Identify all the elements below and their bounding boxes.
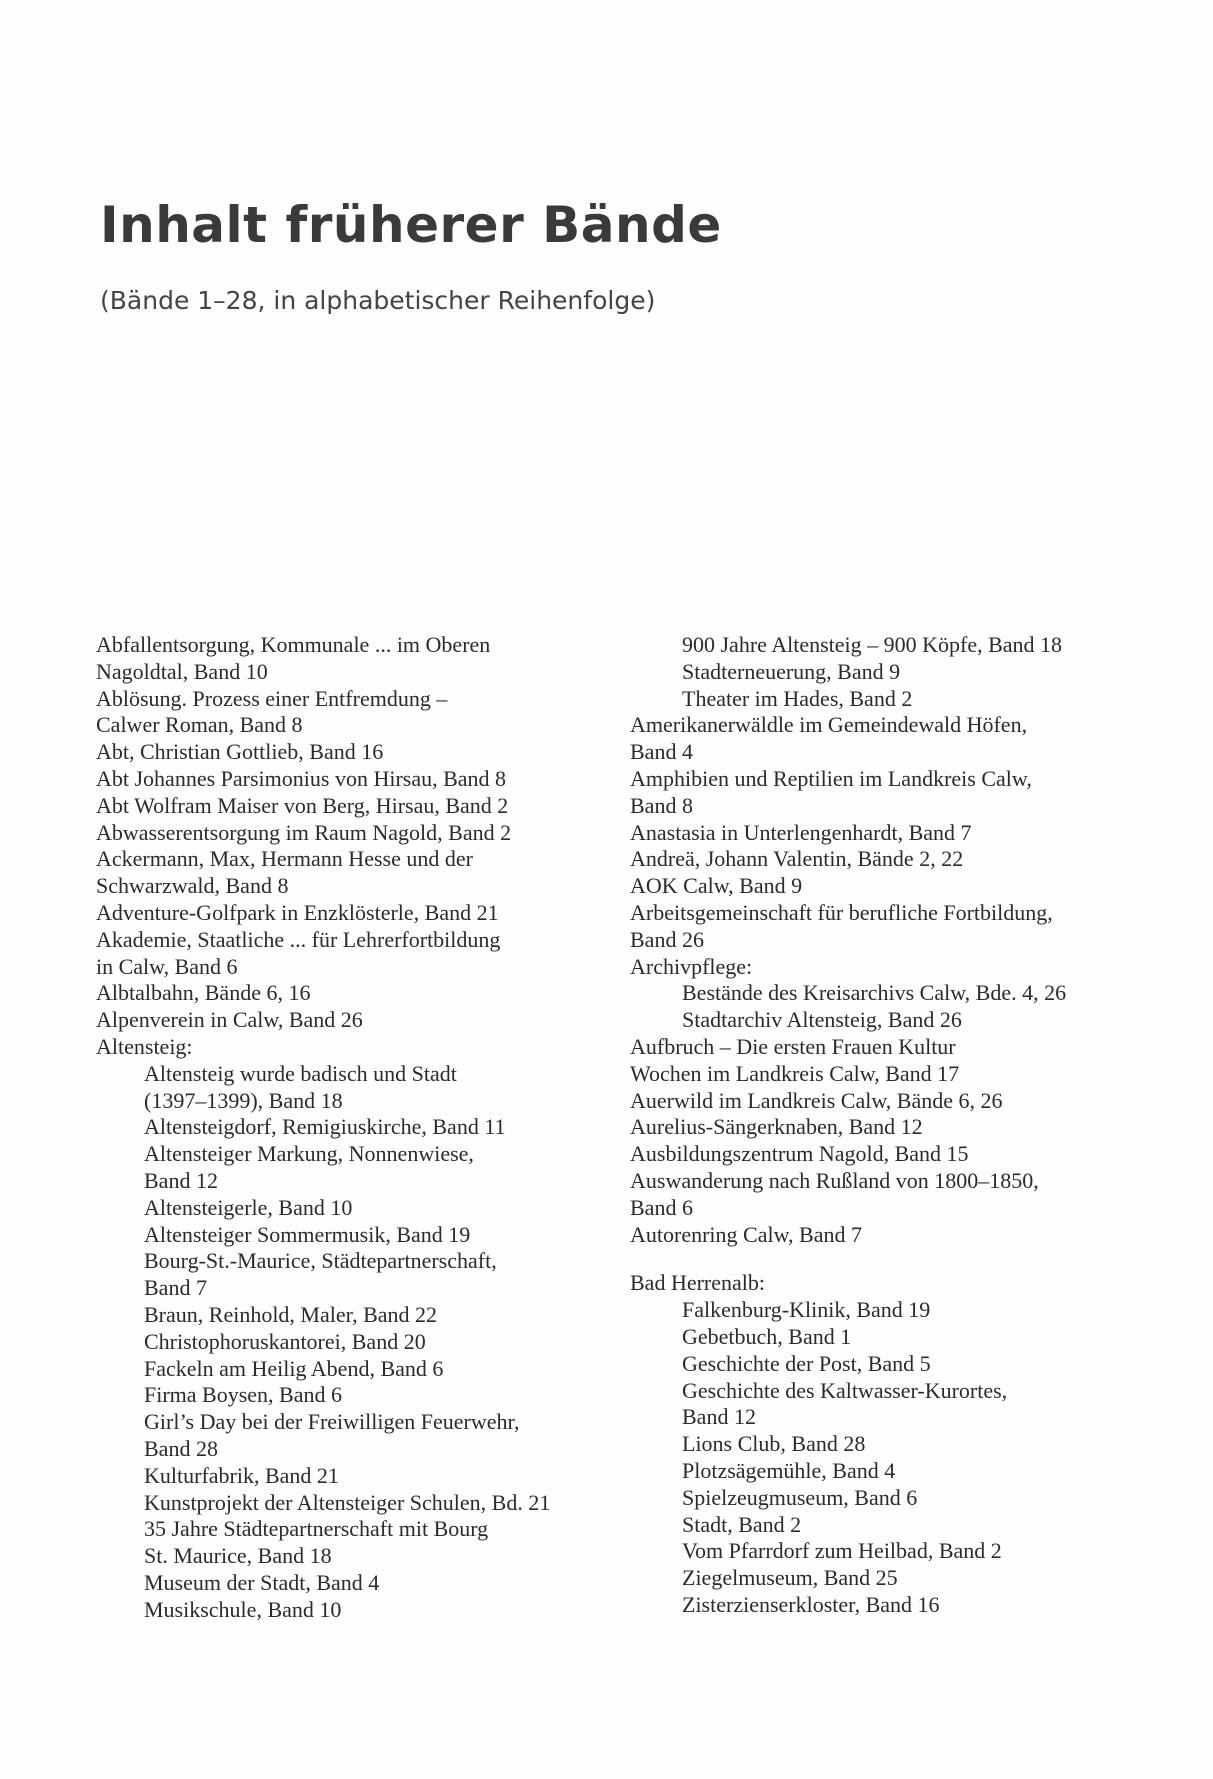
index-subentry: Theater im Hades, Band 2 <box>682 685 913 711</box>
index-subentry: Altensteiger Markung, Nonnenwiese, <box>144 1141 474 1167</box>
index-subentry: Band 7 <box>144 1275 207 1301</box>
index-subentry: Vom Pfarrdorf zum Heilbad, Band 2 <box>682 1538 1002 1564</box>
index-subentry: Altensteiger Sommermusik, Band 19 <box>144 1221 471 1247</box>
index-subentry: Plotzsägemühle, Band 4 <box>682 1457 896 1483</box>
index-subentry: Band 12 <box>144 1167 218 1193</box>
index-subentry: Gebetbuch, Band 1 <box>682 1323 852 1349</box>
index-entry: in Calw, Band 6 <box>96 953 238 979</box>
index-subentry: St. Maurice, Band 18 <box>144 1543 332 1569</box>
index-entry: Alpenverein in Calw, Band 26 <box>96 1007 363 1033</box>
index-entry: Ausbildungszentrum Nagold, Band 15 <box>630 1141 969 1167</box>
index-entry: Band 8 <box>630 792 693 818</box>
index-subentry: Kunstprojekt der Altensteiger Schulen, Bd. 21 <box>144 1489 551 1515</box>
index-subentry: Lions Club, Band 28 <box>682 1431 866 1457</box>
index-entry: Aufbruch – Die ersten Frauen Kultur <box>630 1033 956 1059</box>
index-entry: Auswanderung nach Rußland von 1800–1850, <box>630 1167 1039 1193</box>
index-subentry: Kulturfabrik, Band 21 <box>144 1462 339 1488</box>
index-entry: Adventure-Golfpark in Enzklösterle, Band 21 <box>96 899 499 925</box>
index-entry: Arbeitsgemeinschaft für berufliche Fortbildung, <box>630 899 1053 925</box>
index-entry: Ablösung. Prozess einer Entfremdung – <box>96 685 448 711</box>
index-subentry: Band 28 <box>144 1435 218 1461</box>
index-entry: Nagoldtal, Band 10 <box>96 658 268 684</box>
index-entry: Archivpflege: <box>630 953 753 979</box>
index-entry: Altensteig: <box>96 1033 193 1059</box>
index-entry: Bad Herrenalb: <box>630 1270 765 1296</box>
index-entry: Amphibien und Reptilien im Landkreis Calw, <box>630 765 1032 791</box>
page-title: Inhalt früherer Bände <box>100 196 722 254</box>
index-entry: Andreä, Johann Valentin, Bände 2, 22 <box>630 846 964 872</box>
index-subentry: Stadt, Band 2 <box>682 1511 802 1537</box>
index-subentry: Altensteigdorf, Remigiuskirche, Band 11 <box>144 1114 506 1140</box>
index-subentry: Fackeln am Heilig Abend, Band 6 <box>144 1355 444 1381</box>
index-entry: Anastasia in Unterlengenhardt, Band 7 <box>630 819 972 845</box>
index-subentry: Ziegelmuseum, Band 25 <box>682 1565 898 1591</box>
index-subentry: Altensteig wurde badisch und Stadt <box>144 1060 457 1086</box>
index-entry: Wochen im Landkreis Calw, Band 17 <box>630 1060 960 1086</box>
index-subentry: Stadtarchiv Altensteig, Band 26 <box>682 1007 962 1033</box>
page-subtitle: (Bände 1–28, in alphabetischer Reihenfolge) <box>100 286 656 315</box>
index-entry: Abfallentsorgung, Kommunale ... im Oberen <box>96 632 491 657</box>
index-subentry: Band 12 <box>682 1404 756 1430</box>
index-subentry: Stadterneuerung, Band 9 <box>682 658 901 684</box>
index-subentry: Geschichte des Kaltwasser-Kurortes, <box>682 1377 1008 1403</box>
index-subentry: Museum der Stadt, Band 4 <box>144 1569 380 1595</box>
index-subentry: Firma Boysen, Band 6 <box>144 1382 342 1408</box>
index-subentry: Bourg-St.-Maurice, Städtepartnerschaft, <box>144 1248 497 1274</box>
index-subentry: Zisterzienserkloster, Band 16 <box>682 1591 940 1617</box>
index-subentry: Girl’s Day bei der Freiwilligen Feuerwehr, <box>144 1409 520 1435</box>
index-entry: Akademie, Staatliche ... für Lehrerfortbildung <box>96 926 501 952</box>
index-entry: Ackermann, Max, Hermann Hesse und der <box>96 846 473 872</box>
index-subentry: Braun, Reinhold, Maler, Band 22 <box>144 1301 438 1327</box>
index-entry: Abt Johannes Parsimonius von Hirsau, Band 8 <box>96 765 507 791</box>
index-entry: Abt, Christian Gottlieb, Band 16 <box>96 739 384 765</box>
index-subentry: 35 Jahre Städtepartnerschaft mit Bourg <box>144 1516 489 1542</box>
index-subentry: (1397–1399), Band 18 <box>144 1087 343 1113</box>
index-entry: Aurelius-Sängerknaben, Band 12 <box>630 1114 923 1140</box>
index-entry: Band 6 <box>630 1194 693 1220</box>
section-gap <box>630 1248 1150 1270</box>
index-entry: Band 4 <box>630 739 693 765</box>
index-entry: Abwasserentsorgung im Raum Nagold, Band 2 <box>96 819 512 845</box>
index-entry: Schwarzwald, Band 8 <box>96 873 289 899</box>
index-subentry: 900 Jahre Altensteig – 900 Köpfe, Band 18 <box>682 632 1063 657</box>
index-entry: Albtalbahn, Bände 6, 16 <box>96 980 311 1006</box>
index-entry: Calwer Roman, Band 8 <box>96 712 303 738</box>
index-entry: AOK Calw, Band 9 <box>630 873 803 899</box>
index-subentry: Altensteigerle, Band 10 <box>144 1194 353 1220</box>
index-entry: Abt Wolfram Maiser von Berg, Hirsau, Band 2 <box>96 792 509 818</box>
index-entry: Amerikanerwäldle im Gemeindewald Höfen, <box>630 712 1028 738</box>
index-subentry: Bestände des Kreisarchivs Calw, Bde. 4, 26 <box>682 980 1067 1006</box>
index-subentry: Musikschule, Band 10 <box>144 1596 342 1622</box>
index-entry: Band 26 <box>630 926 704 952</box>
index-subentry: Falkenburg-Klinik, Band 19 <box>682 1297 931 1323</box>
index-subentry: Geschichte der Post, Band 5 <box>682 1350 931 1376</box>
index-entry: Autorenring Calw, Band 7 <box>630 1221 862 1247</box>
index-entry: Auerwild im Landkreis Calw, Bände 6, 26 <box>630 1087 1003 1113</box>
index-column-right <box>630 632 1150 1619</box>
index-column-left <box>96 632 616 1623</box>
index-subentry: Christophoruskantorei, Band 20 <box>144 1328 426 1354</box>
index-subentry: Spielzeugmuseum, Band 6 <box>682 1484 918 1510</box>
